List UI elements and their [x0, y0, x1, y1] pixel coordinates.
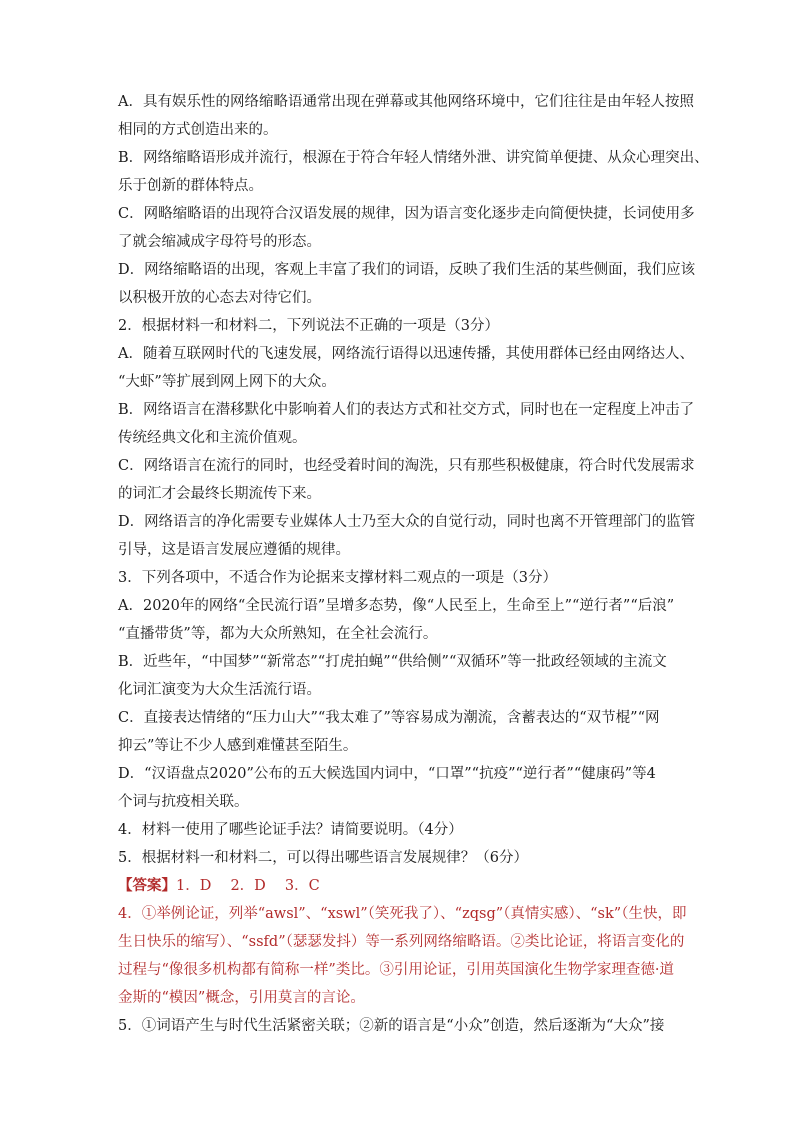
text-line: D．网络缩略语的出现，客观上丰富了我们的词语，反映了我们生活的某些侧面，我们应该 [118, 262, 696, 278]
explanation-line: 4．①举例论证，列举“awsl”、“xswl”（笑死我了）、“zqsg”（真情实感）、“sk”（生快，即 [118, 906, 687, 922]
text-line: 个词与抗疫相关联。 [118, 794, 249, 810]
text-line: D．网络语言的净化需要专业媒体人士乃至大众的自觉行动，同时也离不开管理部门的监管 [118, 514, 696, 530]
text-line: 化词汇演变为大众生活流行语。 [118, 682, 321, 698]
text-line: 以积极开放的心态去对待它们。 [118, 290, 321, 306]
explanation-line: 金斯的“模因”概念，引用莫言的言论。 [118, 990, 365, 1006]
text-line: 传统经典文化和主流价值观。 [118, 430, 307, 446]
explanation-line: 过程与“像很多机构都有简称一样”类比。③引用论证，引用英国演化生物学家理查德·道 [118, 962, 674, 978]
text-line: 4．材料一使用了哪些论证手法？请简要说明。（4分） [118, 822, 463, 838]
text-line: “大虾”等扩展到网上网下的大众。 [118, 374, 336, 390]
answer-explanation-block [118, 900, 688, 1012]
text-line: 引导，这是语言发展应遵循的规律。 [118, 542, 350, 558]
text-line: C．网略缩略语的出现符合汉语发展的规律，因为语言变化逐步走向简便快捷，长词使用多 [118, 206, 695, 222]
question-text-block [118, 88, 709, 872]
text-line: D．“汉语盘点2020”公布的五大候选国内词中，“口罩”“抗疫”“逆行者”“健康码”等4 [118, 766, 656, 782]
explanation-line: 生日快乐的缩写）、“ssfd”（瑟瑟发抖）等一系列网络缩略语。②类比论证，将语言变化的 [118, 934, 685, 950]
text-line: 抑云”等让不少人感到难懂甚至陌生。 [118, 738, 358, 754]
text-line: B．近些年，“中国梦”“新常态”“打虎拍蝇”“供给侧”“双循环”等一批政经领域的主流文 [118, 654, 667, 670]
text-line: A．2020年的网络“全民流行语”呈增多态势，像“人民至上，生命至上”“逆行者”“后浪” [118, 598, 675, 614]
text-line: B．网络语言在潜移默化中影响着人们的表达方式和社交方式，同时也在一定程度上冲击了 [118, 402, 695, 418]
answer-5-line: 5．①词语产生与时代生活紧密关联；②新的语言是“小众”创造，然后逐渐为“大众”接 [118, 1018, 665, 1034]
answer-label: 【答案】 [118, 877, 176, 894]
document-content [118, 88, 709, 1040]
answer-line [118, 872, 688, 900]
text-line: 乐于创新的群体特点。 [118, 178, 263, 194]
text-line: 2．根据材料一和材料二，下列说法不正确的一项是（3分） [118, 318, 499, 334]
text-line: 的词汇才会最终长期流传下来。 [118, 486, 321, 502]
text-line: C．直接表达情绪的“压力山大”“我太难了”等容易成为潮流，含蓄表达的“双节棍”“网 [118, 710, 660, 726]
text-line: 3．下列各项中，不适合作为论据来支撑材料二观点的一项是（3分） [118, 570, 557, 586]
text-line: A．随着互联网时代的飞速发展，网络流行语得以迅速传播，其使用群体已经由网络达人、 [118, 346, 694, 362]
text-line: A．具有娱乐性的网络缩略语通常出现在弹幕或其他网络环境中，它们往往是由年轻人按照 [118, 94, 694, 110]
answer-choices: 1．D 2．D 3．C [176, 878, 320, 894]
text-line: “直播带货”等，都为大众所熟知，在全社会流行。 [118, 626, 438, 642]
text-line: B．网络缩略语形成并流行，根源在于符合年轻人情绪外泄、讲究简单便捷、从众心理突出、 [118, 150, 709, 166]
text-line: 5．根据材料一和材料二，可以得出哪些语言发展规律？（6分） [118, 850, 528, 866]
text-line: 了就会缩减成字母符号的形态。 [118, 234, 321, 250]
text-line: 相同的方式创造出来的。 [118, 122, 278, 138]
text-line: C．网络语言在流行的同时，也经受着时间的淘洗，只有那些积极健康，符合时代发展需求 [118, 458, 695, 474]
